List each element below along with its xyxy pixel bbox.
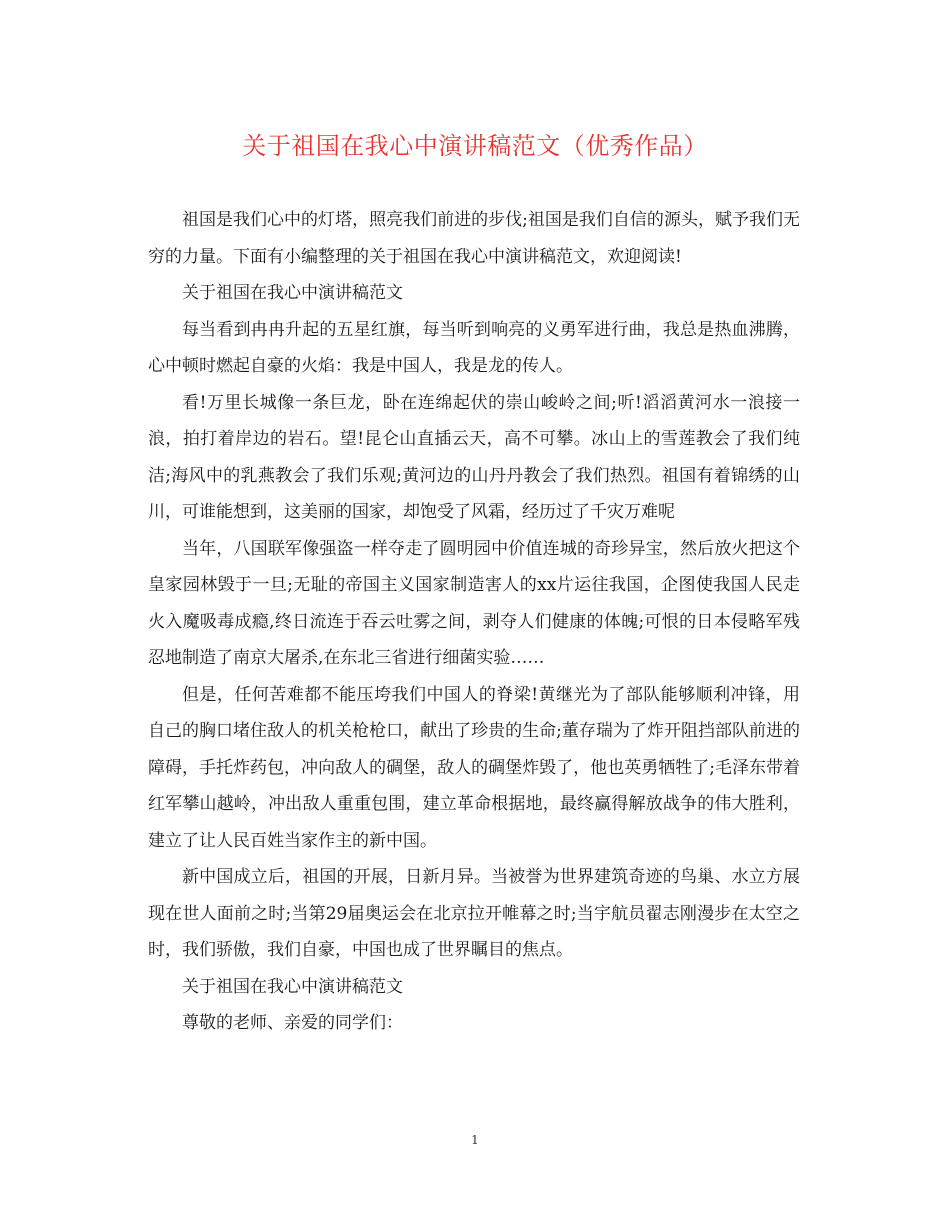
paragraph: 当年，八国联军像强盗一样夺走了圆明园中价值连城的奇珍异宝，然后放火把这个皇家园林毁于一旦;无耻的帝国主义国家制造害人的xx片运往我国，企图使我国人民走火入魔吸毒成瘾,终日流连于吞云吐雾之间，剥夺人们健康的体魄;可恨的日本侵略军残忍地制造了南京大屠杀,在东北三省进行细菌实验……	[148, 538, 800, 668]
page-number: 1	[471, 1133, 479, 1147]
paragraph-salutation: 尊敬的老师、亲爱的同学们：	[182, 1013, 403, 1033]
paragraph: 看!万里长城像一条巨龙，卧在连绵起伏的崇山峻岭之间;听!滔滔黄河水一浪接一浪，拍打着岸边的岩石。望!昆仑山直插云天，高不可攀。冰山上的雪莲教会了我们纯洁;海风中的乳燕教会了我们乐观;黄河边的山丹丹教会了我们热烈。祖国有着锦绣的山川，可谁能想到，这美丽的国家，却饱受了风霜，经历过了千灾万难呢	[148, 392, 800, 522]
paragraph: 但是，任何苦难都不能压垮我们中国人的脊梁!黄继光为了部队能够顺利冲锋，用自己的胸口堵住敌人的机关枪枪口，献出了珍贵的生命;董存瑞为了炸开阻挡部队前进的障碍，手托炸药包，冲向敌人的碉堡，敌人的碉堡炸毁了，他也英勇牺牲了;毛泽东带着红军攀山越岭，冲出敌人重重包围，建立革命根据地，最终赢得解放战争的伟大胜利，建立了让人民百姓当家作主的新中国。	[148, 684, 800, 851]
paragraph-section-heading: 关于祖国在我心中演讲稿范文	[182, 283, 403, 303]
document-title: 关于祖国在我心中演讲稿范文（优秀作品）	[242, 132, 708, 160]
paragraph-intro: 祖国是我们心中的灯塔，照亮我们前进的步伐;祖国是我们自信的源头，赋予我们无穷的力量。下面有小编整理的关于祖国在我心中演讲稿范文，欢迎阅读!	[148, 210, 800, 267]
paragraph-section-heading: 关于祖国在我心中演讲稿范文	[182, 976, 403, 997]
paragraph: 每当看到冉冉升起的五星红旗，每当听到响亮的义勇军进行曲，我总是热血沸腾，心中顿时燃起自豪的火焰：我是中国人，我是龙的传人。	[148, 319, 800, 376]
document-body	[148, 202, 800, 1042]
paragraph: 新中国成立后，祖国的开展，日新月异。当被誉为世界建筑奇迹的鸟巢、水立方展现在世人面前之时;当第29届奥运会在北京拉开帷幕之时;当宇航员翟志刚漫步在太空之时，我们骄傲，我们自豪，中国也成了世界瞩目的焦点。	[148, 867, 800, 960]
